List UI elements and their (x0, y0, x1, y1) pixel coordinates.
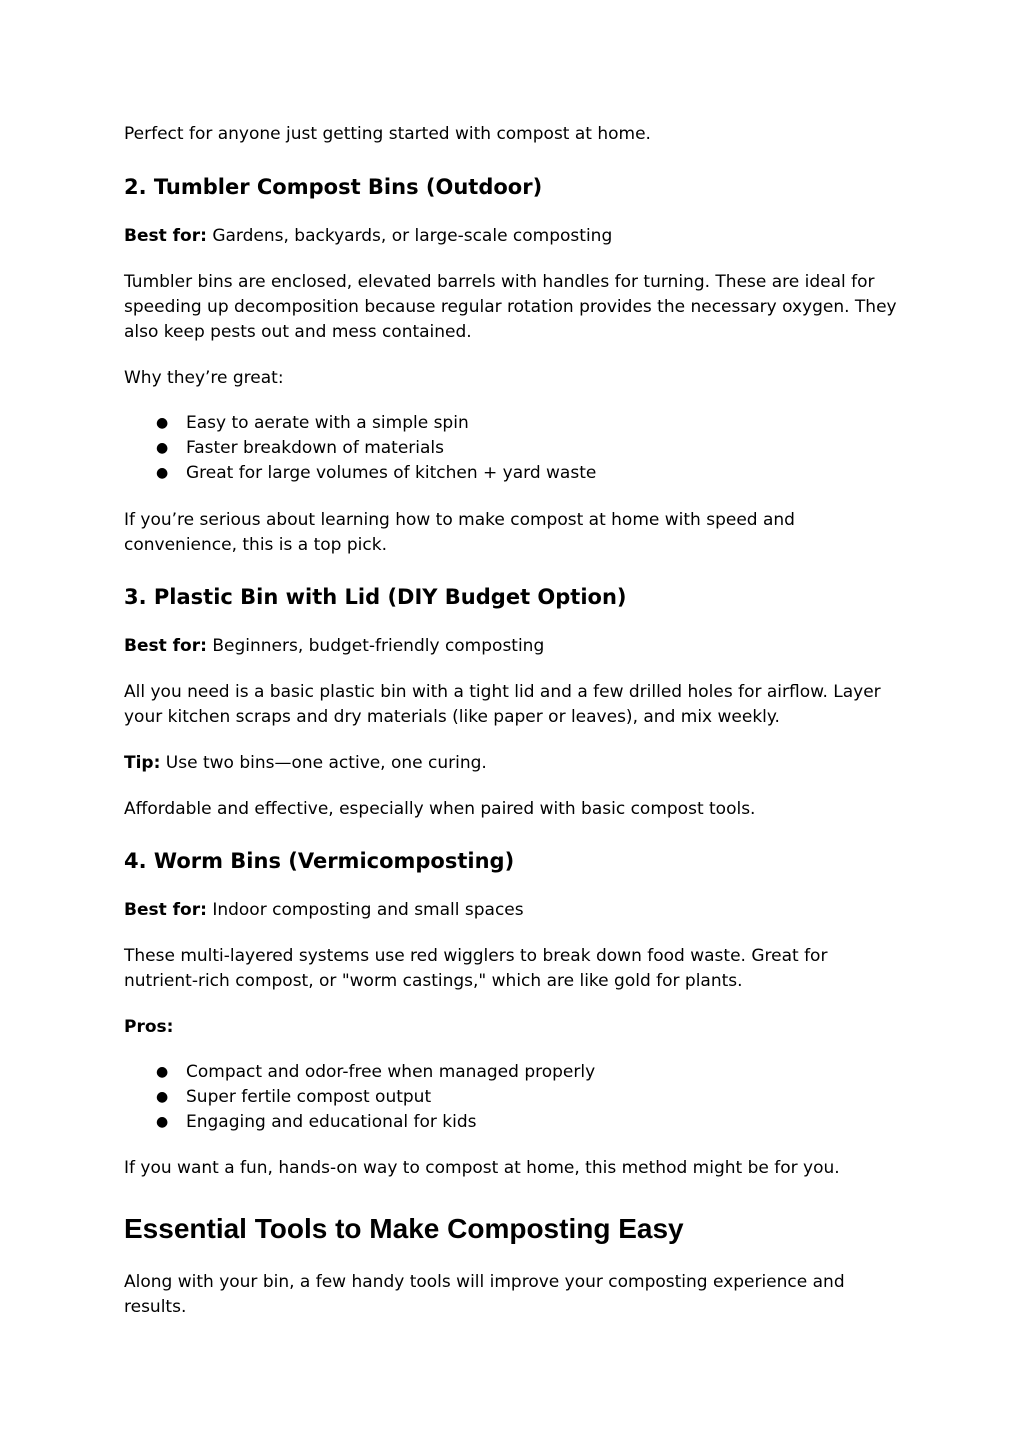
bullet-icon: ● (156, 465, 169, 481)
list-item: ● Faster breakdown of materials (124, 436, 904, 461)
best-for-text: Beginners, budget-friendly composting (206, 636, 545, 656)
tumbler-closing-paragraph: If you’re serious about learning how to make compost at home with speed and convenience, this is a top pick. (124, 510, 795, 555)
section-heading-essential-tools: Essential Tools to Make Composting Easy (124, 1213, 684, 1244)
list-item: ● Compact and odor-free when managed properly (124, 1060, 904, 1085)
section-heading-worm-bins: 4. Worm Bins (Vermicomposting) (124, 849, 515, 873)
tip-paragraph (124, 751, 904, 776)
tumbler-benefits-list (124, 411, 904, 486)
bullet-icon: ● (156, 1064, 169, 1080)
best-for-text: Gardens, backyards, or large-scale composting (206, 226, 613, 246)
tip-label: Tip: (124, 753, 161, 773)
section-heading-tumbler: 2. Tumbler Compost Bins (Outdoor) (124, 175, 543, 199)
list-item: ● Engaging and educational for kids (124, 1110, 904, 1135)
worm-bins-pros-list (124, 1060, 904, 1135)
intro-tail-paragraph: Perfect for anyone just getting started with compost at home. (124, 124, 651, 144)
list-item: ● Easy to aerate with a simple spin (124, 411, 904, 436)
pros-label: Pros: (124, 1017, 174, 1037)
tumbler-body-paragraph: Tumbler bins are enclosed, elevated barrels with handles for turning. These are ideal for speeding up decomposition because regular rotation provides the necessary oxygen. They also keep pests out and mess contained. (124, 272, 897, 342)
tip-text: Use two bins—one active, one curing. (160, 753, 487, 773)
plastic-bin-closing-paragraph: Affordable and effective, especially when paired with basic compost tools. (124, 799, 756, 819)
bullet-icon: ● (156, 1114, 169, 1130)
best-for-text: Indoor composting and small spaces (206, 900, 524, 920)
bullet-icon: ● (156, 440, 169, 456)
worm-bins-body-paragraph: These multi-layered systems use red wigglers to break down food waste. Great for nutrient-rich compost, or "worm castings," which are like gold for plants. (124, 946, 828, 991)
best-for-label: Best for: (124, 636, 207, 656)
list-item: ● Super fertile compost output (124, 1085, 904, 1110)
worm-bins-closing-paragraph: If you want a fun, hands-on way to compost at home, this method might be for you. (124, 1158, 840, 1178)
tools-body-paragraph: Along with your bin, a few handy tools will improve your composting experience and results. (124, 1272, 845, 1317)
best-for-worm-bins (124, 898, 904, 923)
bullet-icon: ● (156, 415, 169, 431)
plastic-bin-body-paragraph: All you need is a basic plastic bin with a tight lid and a few drilled holes for airflow. Layer your kitchen scraps and dry materials (like paper or leaves), and mix weekly. (124, 682, 881, 727)
best-for-tumbler (124, 224, 904, 249)
bullet-icon: ● (156, 1089, 169, 1105)
best-for-label: Best for: (124, 900, 207, 920)
best-for-label: Best for: (124, 226, 207, 246)
why-great-label: Why they’re great: (124, 368, 284, 388)
section-heading-plastic-bin: 3. Plastic Bin with Lid (DIY Budget Option) (124, 585, 627, 609)
list-item: ● Great for large volumes of kitchen + yard waste (124, 461, 904, 486)
best-for-plastic-bin (124, 634, 904, 659)
